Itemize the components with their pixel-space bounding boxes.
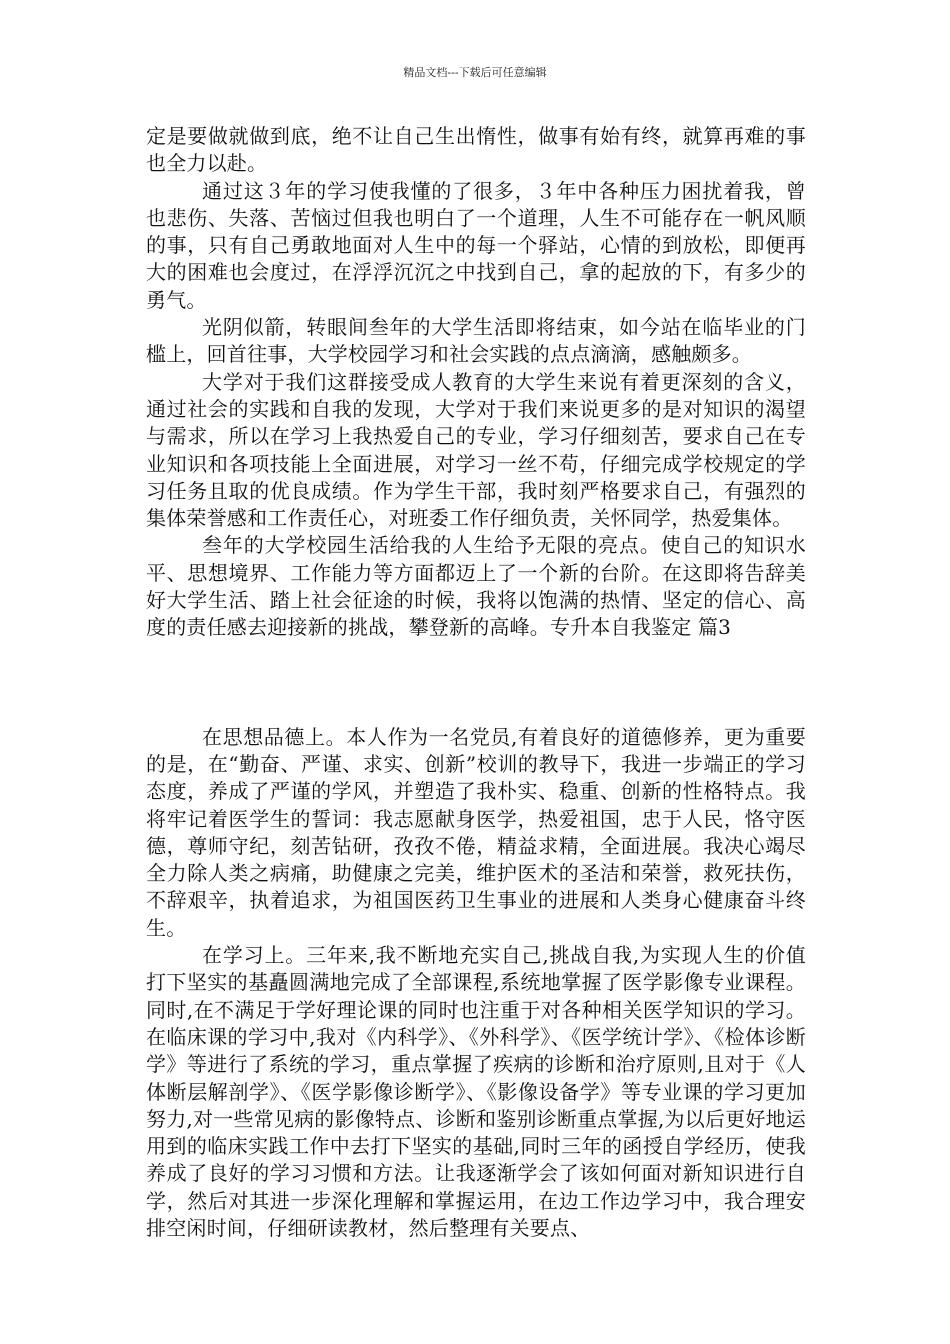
page-header: 精品文档---下载后可任意编辑 (403, 66, 547, 79)
paragraph-university-meaning: 大学对于我们这群接受成人教育的大学生来说有着更深刻的含义，通过社会的实践和自我的发现，大学对于我们来说更多的是对知识的渴望与需求，所以在学习上我热爱自己的专业，学习仔细刻苦，要求自己在专业知识和各项技能上全面进展，对学习一丝不苟，仔细完成学校规定的学习任务且取的优良成绩。作为学生干部，我时刻严格要求自己，有强烈的集体荣誉感和工作责任心，对班委工作仔细负责，关怀同学，热爱集体。 (146, 369, 806, 531)
paragraph-campus-life: 叁年的大学校园生活给我的人生给予无限的亮点。使自己的知识水平、思想境界、工作能力等方面都迈上了一个新的台阶。在这即将告辞美好大学生活、踏上社会征途的时候，我将以饱满的热情、坚定的信心、高度的责任感去迎接新的挑战，攀登新的高峰。专升本自我鉴定 篇3 (146, 533, 806, 640)
section-gap (146, 642, 806, 724)
paragraph-study: 在学习上。三年来,我不断地充实自己,挑战自我,为实现人生的价值打下坚实的基矗圆满地完成了全部课程,系统地掌握了医学影像专业课程。同时,在不满足于学好理论课的同时也注重于对各种相关医学知识的学习。在临床课的学习中,我对《内科学》、《外科学》、《医学统计学》、《检体诊断学》等进行了系统的学习，重点掌握了疾病的诊断和治疗原则,且对于《人体断层解剖学》、《医学影像诊断学》、《影像设备学》等专业课的学习更加努力,对一些常见病的影像特点、诊断和鉴别诊断重点掌握,为以后更好地运用到的临床实践工作中去打下坚实的基础,同时三年的函授自学经历，使我养成了良好的学习习惯和方法。让我逐渐学会了该如何面对新知识进行自学，然后对其进一步深化理解和掌握运用，在边工作边学习中，我合理安排空闲时间，仔细研读教材，然后整理有关要点、 (146, 943, 806, 1240)
paragraph-three-years-study: 通过这３年的学习使我懂的了很多，３年中各种压力困扰着我，曾也悲伤、失落、苦恼过但我也明白了一个道理，人生不可能存在一帆风顺的事，只有自己勇敢地面对人生中的每一个驿站，心情的到放松，即便再大的困难也会度过，在浮浮沉沉之中找到自己，拿的起放的下，有多少的勇气。 (146, 178, 806, 312)
paragraph-ideology-morality: 在思想品德上。本人作为一名党员,有着良好的道德修养，更为重要的是，在“勤奋、严谨、求实、创新”校训的教导下，我进一步端正的学习态度，养成了严谨的学风，并塑造了我朴实、稳重、创新的性格特点。我将牢记着医学生的誓词：我志愿献身医学，热爱祖国，忠于人民，恪守医德，尊师守纪，刻苦钻研，孜孜不倦，精益求精，全面进展。我决心竭尽全力除人类之病痛，助健康之完美，维护医术的圣洁和荣誉，救死扶伤，不辞艰辛，执着追求，为祖国医药卫生事业的进展和人类身心健康奋斗终生。 (146, 724, 806, 940)
document-body (146, 123, 806, 1242)
paragraph-continuation: 定是要做就做到底，绝不让自己生出惰性，做事有始有终，就算再难的事也全力以赴。 (146, 124, 806, 176)
paragraph-time-flies: 光阴似箭，转眼间叁年的大学生活即将结束，如今站在临毕业的门槛上，回首往事，大学校园学习和社会实践的点点滴滴，感触颇多。 (146, 315, 806, 367)
